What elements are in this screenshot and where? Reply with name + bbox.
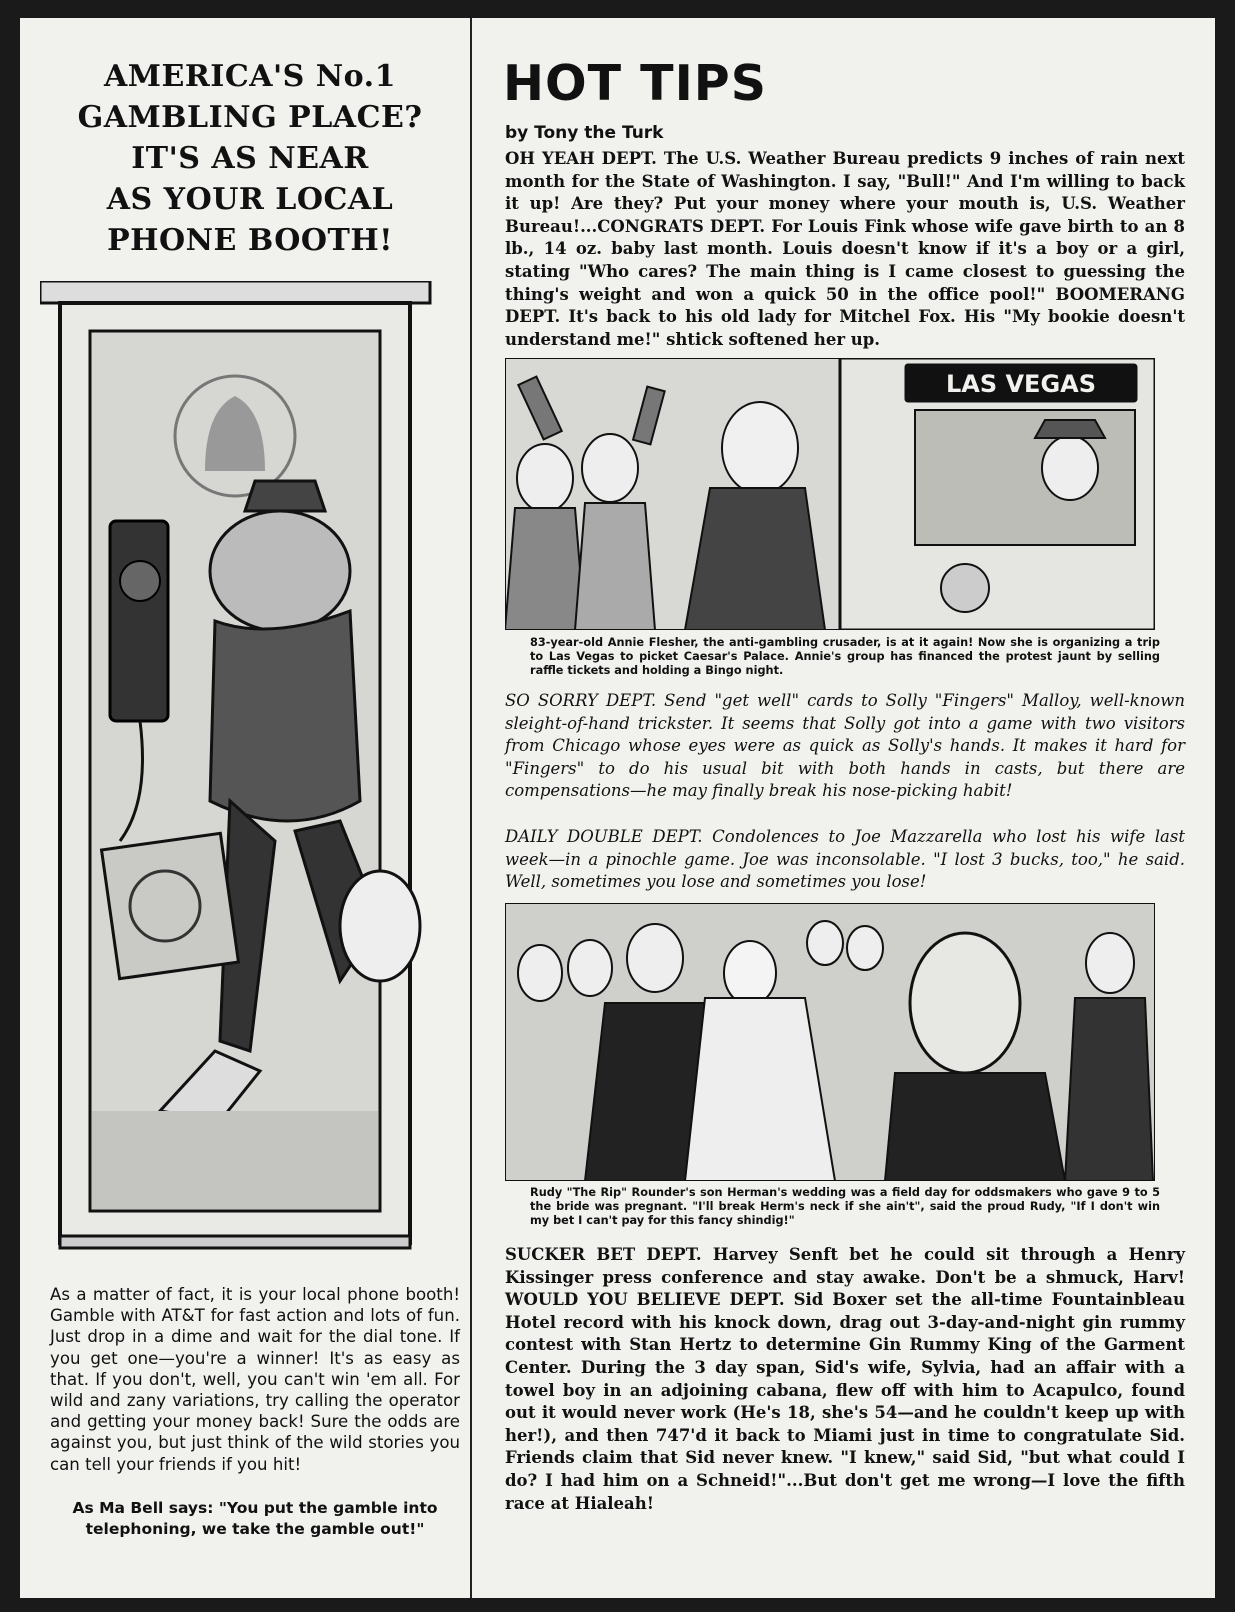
paragraph-daily-double: DAILY DOUBLE DEPT. Condolences to Joe Mazzarella who lost his wife last week—in a pinochle game. Joe was inconsolable. "I lost 3 bucks, too," he said. Well, sometimes you lose and sometimes you lose! <box>505 827 1185 892</box>
bus-sign-text: LAS VEGAS <box>945 370 1097 398</box>
byline: by Tony the Turk <box>505 123 664 143</box>
headline-line: GAMBLING PLACE? <box>77 100 423 135</box>
headline-line: AS YOUR LOCAL <box>106 182 394 217</box>
las-vegas-bus-illustration <box>505 358 1155 630</box>
left-body-text: As a matter of fact, it is your local phone booth! Gamble with AT&T for fast action and lots of fun. Just drop in a dime and wait for the dial tone. If you get one—you're a winner! It's as easy as that. If you don't, well, you can't win 'em all. For wild and zany variations, try calling the operator and getting your money back! Sure the odds are against you, but just think of the wild stories you can tell your friends if you hit! <box>50 1285 460 1474</box>
paragraph-sucker-bet: SUCKER BET DEPT. Harvey Senft bet he could sit through a Henry Kissinger press conference and stay awake. Don't be a shmuck, Harv! WOULD YOU BELIEVE DEPT. Sid Boxer set the all-time Fountainbleau Hotel record with his knock down, drag out 3-day-and-night gin rummy contest with Stan Hertz to determine Gin Rummy King of the Garment Center. During the 3 day span, Sid's wife, Sylvia, had an affair with a towel boy in an adjoining cabana, flew off with him to Acapulco, found out it would never work (He's 18, she's 54—and he couldn't keep up with her!), and then 747'd it back to Miami just in time to congratulate Sid. Friends claim that Sid never knew. "I knew," said Sid, "but what could I do? I had him on a Schneid!"...But don't get me wrong—I love the fifth race at Hialeah! <box>505 1245 1185 1513</box>
paragraph-oh-yeah: OH YEAH DEPT. The U.S. Weather Bureau predicts 9 inches of rain next month for the State of Washington. I say, "Bull!" And I'm willing to back it up! Are they? Put your money where your mouth is, U.S. Weather Bureau!...CONGRATS DEPT. For Louis Fink whose wife gave birth to an 8 lb., 14 oz. baby last month. Louis doesn't know if it's a boy or a girl, stating "Who cares? The main thing is I came closest to guessing the thing's weight and won a quick 50 in the office pool!" BOOMERANG DEPT. It's back to his old lady for Mitchel Fox. His "My bookie doesn't understand me!" shtick softened her up. <box>505 149 1185 349</box>
magazine-page <box>20 18 1215 1598</box>
headline-line: AMERICA'S No.1 <box>104 59 396 94</box>
headline-line: IT'S AS NEAR <box>131 141 369 176</box>
caption-rudy-rounder: Rudy "The Rip" Rounder's son Herman's wedding was a field day for oddsmakers who gave 9 to 5 the bride was pregnant. "I'll break Herm's neck if she ain't", said the proud Rudy, "If I don't win my bet I can't pay for this fancy shindig!" <box>530 1186 1160 1227</box>
left-headline <box>50 56 450 261</box>
column-divider <box>470 18 472 1598</box>
ma-bell-quote: As Ma Bell says: "You put the gamble into telephoning, we take the gamble out!" <box>72 1499 438 1538</box>
paragraph-so-sorry: SO SORRY DEPT. Send "get well" cards to Solly "Fingers" Malloy, well-known sleight-of-hand trickster. It seems that Solly got into a game with two visitors from Chicago whose eyes were as quick as Solly's hands. It makes it hard for "Fingers" to do his usual bit with both hands in casts, but there are compensations—he may finally break his nose-picking habit! <box>505 691 1185 801</box>
caption-annie-flesher: 83-year-old Annie Flesher, the anti-gambling crusader, is at it again! Now she is organizing a trip to Las Vegas to picket Caesar's Palace. Annie's group has financed the protest jaunt by selling raffle tickets and holding a Bingo night. <box>530 636 1160 677</box>
headline-line: PHONE BOOTH! <box>107 223 393 258</box>
page-title: HOT TIPS <box>503 55 768 112</box>
wedding-illustration <box>505 903 1155 1181</box>
phone-booth-illustration <box>40 281 450 1276</box>
